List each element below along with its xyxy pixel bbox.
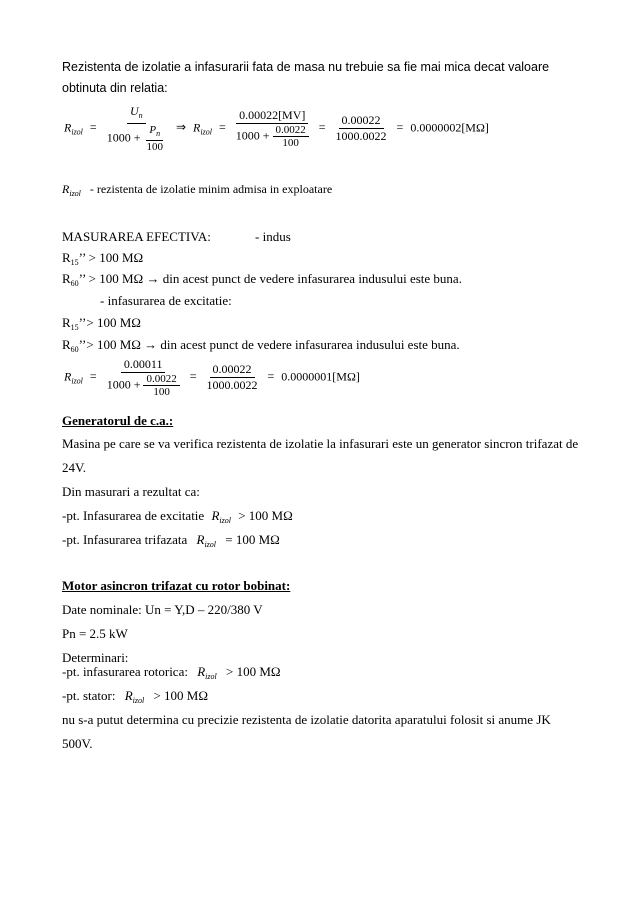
motor-note-line-1: nu s-a putut determina cu precizie rezistenta de izolatie datorita aparatului folosit si anume JK bbox=[62, 712, 551, 727]
formula-1-fraction-2 bbox=[233, 108, 312, 149]
definition-symbol: R bbox=[62, 182, 70, 196]
formula-1-f2-den-prefix: 1000 + bbox=[235, 128, 270, 143]
motor-stator-line bbox=[62, 688, 208, 705]
measurement-r15b-symbol: R bbox=[62, 315, 71, 330]
formula-2-lhs-subscript: izol bbox=[71, 376, 83, 386]
generator-heading: Generatorul de c.a.: bbox=[62, 413, 174, 428]
measurement-r60-symbol: R bbox=[62, 271, 71, 286]
generator-excitatie-line bbox=[62, 508, 293, 525]
intro-line-1: Rezistenta de izolatie a infasurarii fata de masa nu trebuie sa fie mai mica decat valoare bbox=[62, 60, 550, 74]
generator-line-2: 24V. bbox=[62, 460, 86, 475]
measurement-r60b-text: ’’> 100 MΩ → din acest punct de vedere infasurarea indusului este buna. bbox=[78, 337, 460, 352]
generator-trifazata-line bbox=[62, 532, 280, 549]
formula-2-equals: = bbox=[89, 369, 97, 384]
motor-rotorica-prefix: -pt. infasurarea rotorica: bbox=[62, 664, 188, 679]
measurement-r15b-subscript: 15 bbox=[70, 323, 79, 332]
formula-1-pn-subscript: n bbox=[156, 129, 161, 138]
motor-rotorica-value: > 100 MΩ bbox=[225, 664, 281, 679]
measurement-r60b-subscript: 60 bbox=[70, 345, 79, 354]
formula-1-pn-symbol: P bbox=[149, 124, 157, 136]
formula-1-equals-3: = bbox=[318, 120, 326, 135]
formula-2-fraction-1 bbox=[104, 357, 183, 398]
generator-line-3: Din masurari a rezultat ca: bbox=[62, 484, 200, 499]
formula-2-f1-inner-denominator: 100 bbox=[153, 386, 170, 398]
measurement-r15-symbol: R bbox=[62, 250, 71, 265]
motor-note-line-2: 500V. bbox=[62, 736, 93, 751]
formula-2-fraction-2 bbox=[204, 362, 261, 393]
formula-2-f1-inner-numerator: 0.0022 bbox=[143, 373, 179, 386]
generator-line-1: Masina pe care se va verifica rezistenta de izolatie la infasurari este un generator sincron trifazat de bbox=[62, 436, 579, 451]
generator-excitatie-subscript: izol bbox=[219, 516, 231, 525]
formula-2-result: 0.0000001[MΩ] bbox=[281, 369, 360, 384]
formula-1-equals-4: = bbox=[396, 120, 404, 135]
formula-2-equals-2: = bbox=[189, 369, 197, 384]
formula-1-equals-2: = bbox=[218, 120, 226, 135]
measurement-r60b-symbol: R bbox=[62, 337, 71, 352]
formula-2-f1-inner-fraction bbox=[143, 373, 179, 398]
measurement-r15-line bbox=[62, 250, 143, 267]
formula-1-rhs-symbol: R bbox=[193, 120, 201, 135]
motor-heading: Motor asincron trifazat cu rotor bobinat: bbox=[62, 578, 291, 593]
formula-1-equals: = bbox=[89, 120, 97, 135]
measurement-r15-text: ’’ > 100 MΩ bbox=[78, 250, 144, 265]
motor-stator-value: > 100 MΩ bbox=[153, 688, 209, 703]
definition-line bbox=[62, 182, 332, 198]
measurement-r15b-text: ’’> 100 MΩ bbox=[78, 315, 141, 330]
motor-stator-symbol: R bbox=[124, 688, 133, 703]
formula-1-result: 0.0000002[MΩ] bbox=[410, 120, 489, 135]
formula-2-equals-3: = bbox=[267, 369, 275, 384]
motor-stator-prefix: -pt. stator: bbox=[62, 688, 116, 703]
formula-1-un-subscript: n bbox=[138, 111, 143, 120]
motor-nominal: Date nominale: Un = Y,D – 220/380 V bbox=[62, 602, 263, 617]
formula-1-f2-inner-numerator: 0.0022 bbox=[273, 124, 309, 137]
generator-excitatie-symbol: R bbox=[211, 508, 220, 523]
motor-stator-subscript: izol bbox=[132, 696, 145, 705]
formula-1-rhs-subscript: izol bbox=[200, 127, 212, 137]
formula-1-pn-denominator: 100 bbox=[146, 141, 163, 153]
formula-1-f2-numerator: 0.00022[MV] bbox=[236, 108, 308, 124]
motor-determinari: Determinari: bbox=[62, 650, 129, 665]
formula-1-f3-numerator: 0.00022 bbox=[339, 113, 384, 129]
motor-rotorica-subscript: izol bbox=[205, 672, 217, 681]
motor-rotorica-line bbox=[62, 664, 281, 681]
formula-1-den-prefix: 1000 + bbox=[106, 130, 141, 145]
formula-1-implies: ⇒ bbox=[175, 120, 187, 135]
measurement-r60-line bbox=[62, 271, 462, 288]
measurement-r15b-line bbox=[62, 315, 141, 332]
motor-pn: Pn = 2.5 kW bbox=[62, 626, 128, 641]
formula-1-un-symbol: U bbox=[129, 104, 139, 118]
generator-trifazata-subscript: izol bbox=[204, 540, 216, 549]
measurement-r60-text: ’’ > 100 MΩ → din acest punct de vedere infasurarea indusului este buna. bbox=[78, 271, 462, 286]
formula-1-fraction-1 bbox=[104, 104, 169, 153]
formula-2-f1-numerator: 0.00011 bbox=[121, 357, 166, 373]
formula-2 bbox=[64, 357, 360, 398]
formula-1-pn-fraction bbox=[143, 124, 166, 153]
formula-1-f2-inner-denominator: 100 bbox=[282, 137, 299, 149]
formula-2-f2-numerator: 0.00022 bbox=[210, 362, 255, 378]
measurement-r15-subscript: 15 bbox=[70, 258, 79, 267]
intro-line-2: obtinuta din relatia: bbox=[62, 81, 168, 95]
formula-1-f3-denominator: 1000.0022 bbox=[335, 129, 387, 143]
formula-1-lhs-symbol: R bbox=[64, 120, 72, 135]
measurement-heading: MASURAREA EFECTIVA: bbox=[62, 229, 211, 244]
formula-1-f2-inner-fraction bbox=[273, 124, 309, 149]
formula-1-fraction-3 bbox=[333, 113, 390, 144]
generator-trifazata-value: = 100 MΩ bbox=[225, 532, 280, 547]
formula-2-lhs-symbol: R bbox=[64, 369, 72, 384]
formula-1-lhs-subscript: izol bbox=[71, 127, 83, 137]
definition-subscript: izol bbox=[69, 189, 81, 198]
measurement-r60-subscript: 60 bbox=[70, 279, 79, 288]
measurement-excitatie-label: - infasurarea de excitatie: bbox=[100, 293, 232, 308]
formula-2-f1-den-prefix: 1000 + bbox=[106, 377, 141, 392]
motor-rotorica-symbol: R bbox=[197, 664, 206, 679]
generator-trifazata-symbol: R bbox=[196, 532, 205, 547]
definition-text: - rezistenta de izolatie minim admisa in exploatare bbox=[89, 182, 333, 196]
generator-excitatie-prefix: -pt. Infasurarea de excitatie bbox=[62, 508, 205, 523]
measurement-indus-label: - indus bbox=[255, 229, 291, 244]
generator-trifazata-prefix: -pt. Infasurarea trifazata bbox=[62, 532, 188, 547]
generator-excitatie-value: > 100 MΩ bbox=[238, 508, 293, 523]
formula-1 bbox=[64, 104, 489, 153]
measurement-r60b-line bbox=[62, 337, 460, 354]
formula-2-f2-denominator: 1000.0022 bbox=[206, 378, 258, 392]
